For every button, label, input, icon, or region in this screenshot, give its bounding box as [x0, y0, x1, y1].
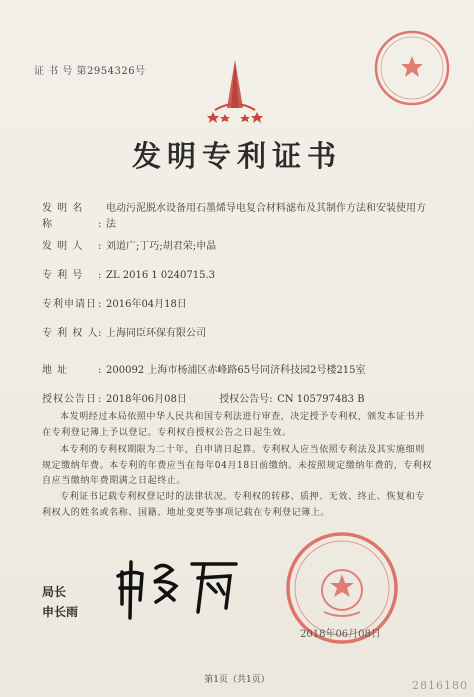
- field-label: 地 址: [42, 365, 69, 376]
- field-value: ZL 2016 1 0240715.3: [106, 270, 216, 281]
- field-label: 专 利 权 人: [42, 328, 99, 339]
- certificate-title: 发明专利证书: [131, 139, 342, 173]
- cnipa-emblem-icon: [205, 58, 265, 124]
- handwritten-signature-icon: [112, 542, 242, 622]
- paragraph-1: 本发明经过本局依照中华人民共和国专利法进行审查，决定授予专利权，颁发本证书并在专利登记簿上予以登记。专利权自授权公告之日起生效。: [42, 412, 425, 438]
- grant-no-label: 授权公告号: [219, 394, 270, 405]
- field-label: 发 明 人: [42, 241, 84, 252]
- field-label: 专 利 号: [42, 270, 84, 281]
- grant-date-label: 授权公告日: [42, 394, 97, 405]
- paragraph-2: 本专利的专利权期限为二十年，自申请日起算。专利权人应当依照专利法及其实施细则规定缴纳年费。本专利的年费应当在每年04月18日前缴纳。未按照规定缴纳年费的，专利权自应当缴纳年费期满之日起终止。: [42, 445, 433, 486]
- field-patent-number: 专 利 号 : ZL 2016 1 0240715.3: [42, 266, 215, 281]
- grant-no-value: CN 105797483 B: [277, 394, 365, 405]
- field-value: 2016年04月18日: [106, 299, 187, 310]
- field-inventors: 发 明 人 : 刘道广;丁巧;胡君荣;申晶: [42, 237, 216, 252]
- field-label: 专利申请日: [42, 299, 97, 310]
- signatory-role: 局长: [42, 585, 67, 599]
- grant-date-value: 2018年06月08日: [106, 394, 187, 405]
- watermark: 2816180: [412, 679, 468, 692]
- field-patentee: 专 利 权 人: 上海同臣环保有限公司: [42, 324, 206, 339]
- field-grant: 授权公告日: 2018年06月08日 授权公告号: CN 105797483 B: [42, 390, 365, 405]
- agency-seal-icon: [372, 28, 452, 108]
- field-label: 发 明 名 称: [42, 203, 84, 230]
- field-application-date: 专利申请日: 2016年04月18日: [42, 295, 187, 310]
- signatory-name: 申长雨: [42, 605, 79, 619]
- field-value: 200092 上海市杨浦区赤峰路65号同济科技园2号楼215室: [106, 365, 366, 376]
- patent-number: 证 书 号 第2954326号: [34, 66, 146, 77]
- paragraph-3: 专利证书记载专利权登记时的法律状况。专利权的转移、质押、无效、终止、恢复和专利权人的姓名或名称、国籍、地址变更等事项记载在专利登记簿上。: [42, 492, 425, 518]
- field-value: 电动污泥脱水设备用石墨烯导电复合材料滤布及其制作方法和安装使用方法: [106, 203, 426, 230]
- field-value: 上海同臣环保有限公司: [106, 328, 206, 339]
- seal-date: 2018年06月08日: [300, 629, 381, 640]
- page-footer: 第1页（共1页）: [204, 675, 270, 685]
- field-invention-name: 发 明 名 称 :电动污泥脱水设备用石墨烯导电复合材料滤布及其制作方法和安装使用方法: [42, 201, 437, 233]
- field-value: 刘道广;丁巧;胡君荣;申晶: [106, 241, 217, 252]
- field-address: 地 址 : 200092 上海市杨浦区赤峰路65号同济科技园2号楼215室: [42, 361, 366, 376]
